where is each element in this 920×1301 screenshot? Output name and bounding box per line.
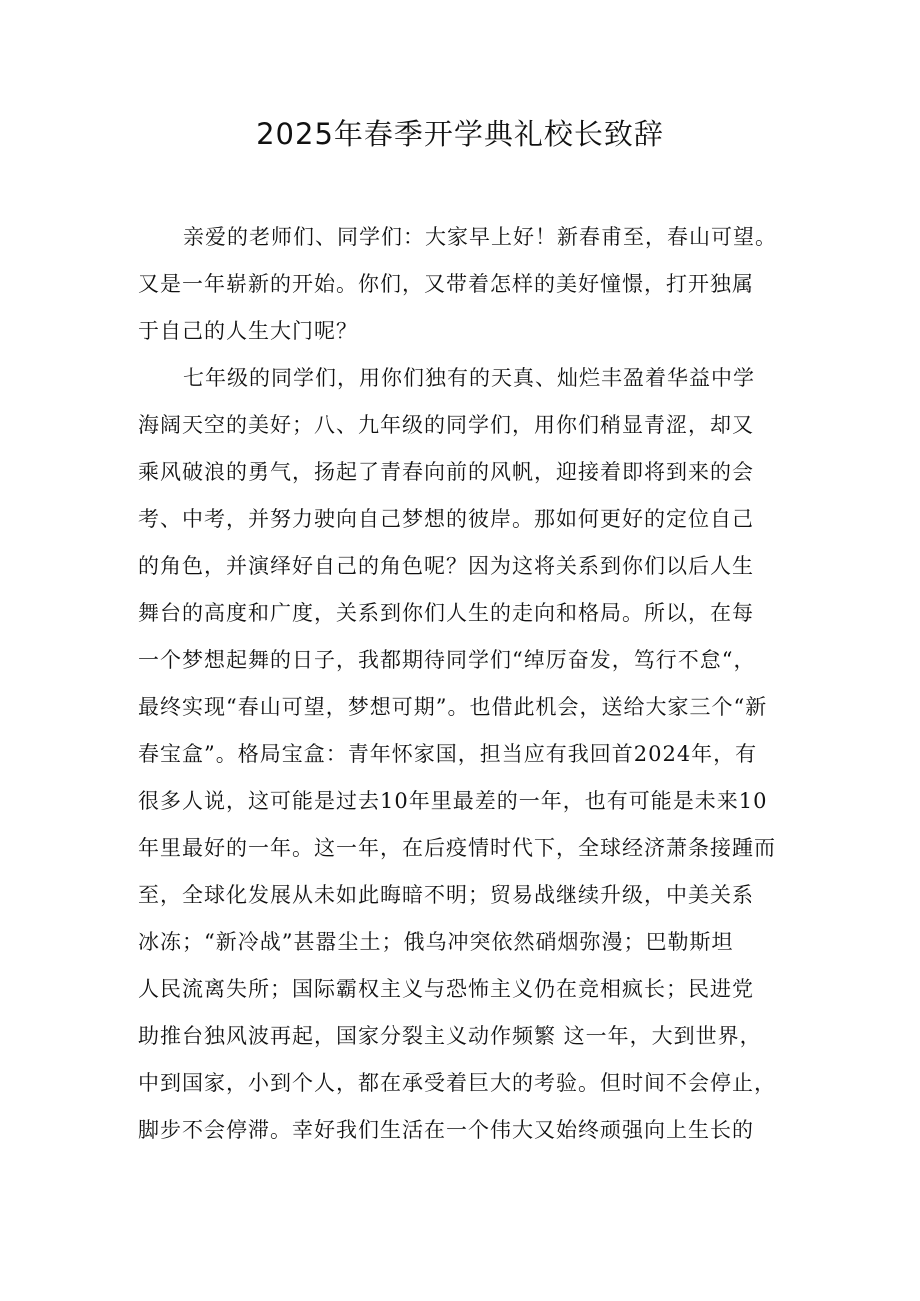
body-line: 于自己的人生大门呢？	[138, 319, 358, 343]
body-line: 中到国家，小到个人，都在承受着巨大的考验。但时间不会停止，	[138, 1071, 776, 1095]
body-line: 七年级的同学们，用你们独有的天真、灿烂丰盈着华益中学	[183, 366, 755, 390]
body-line: 乘风破浪的勇气，扬起了青春向前的风帆，迎接着即将到来的会	[138, 460, 754, 484]
body-line: 年里最好的一年。这一年，在后疫情时代下，全球经济萧条接踵而	[138, 836, 776, 860]
body-line: 脚步不会停滞。幸好我们生活在一个伟大又始终顽强向上生长的	[138, 1118, 754, 1142]
body-line: 春宝盒”。格局宝盒：青年怀家国，担当应有我回首2024年，有	[138, 742, 758, 766]
document-title: 2025年春季开学典礼校长致辞	[256, 117, 664, 151]
body-line: 舞台的高度和广度，关系到你们人生的走向和格局。所以，在每	[138, 601, 754, 625]
body-line: 至，全球化发展从未如此晦暗不明；贸易战继续升级，中美关系	[138, 883, 754, 907]
body-line: 亲爱的老师们、同学们：大家早上好！新春甫至，春山可望。	[183, 225, 777, 249]
body-line: 最终实现“春山可望，梦想可期”。也借此机会，送给大家三个“新	[138, 695, 768, 719]
body-line: 海阔天空的美好；八、九年级的同学们，用你们稍显青涩，却又	[138, 413, 754, 437]
body-line: 人民流离失所；国际霸权主义与恐怖主义仍在竞相疯长；民进党	[138, 977, 754, 1001]
body-line: 很多人说，这可能是过去10年里最差的一年，也有可能是未来10	[138, 789, 768, 813]
body-line: 的角色，并演绎好自己的角色呢？因为这将关系到你们以后人生	[138, 554, 754, 578]
body-line: 又是一年崭新的开始。你们，又带着怎样的美好憧憬，打开独属	[138, 272, 754, 296]
body-line: 一个梦想起舞的日子，我都期待同学们“绰厉奋发，笃行不怠“，	[138, 648, 756, 672]
body-line: 冰冻；“新冷战”甚嚣尘土；俄乌冲突依然硝烟弥漫；巴勒斯坦	[138, 930, 734, 954]
body-line: 助推台独风波再起，国家分裂主义动作频繁 这一年，大到世界，	[138, 1024, 762, 1048]
body-line: 考、中考，并努力驶向自己梦想的彼岸。那如何更好的定位自己	[138, 507, 754, 531]
